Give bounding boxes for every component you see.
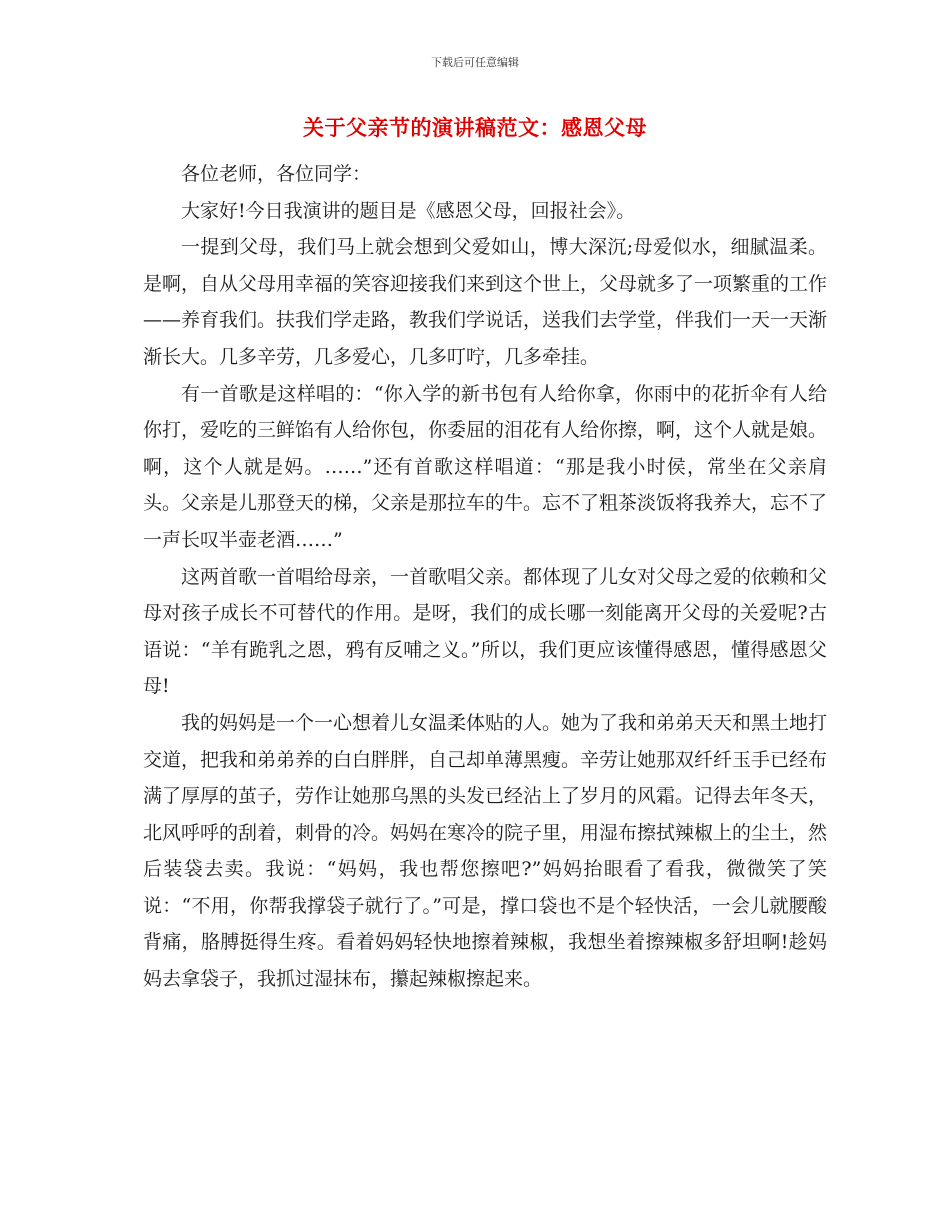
paragraph: 这两首歌一首唱给母亲，一首歌唱父亲。都体现了儿女对父母之爱的依赖和父母对孩子成长不可替代的作用。是呀，我们的成长哪一刻能离开父母的关爱呢?古语说：“羊有跪乳之恩，鸦有反哺之义。”所以，我们更应该懂得感恩，懂得感恩父母!	[143, 565, 828, 698]
document-title: 关于父亲节的演讲稿范文：感恩父母	[303, 116, 647, 140]
paragraph: 一提到父母，我们马上就会想到父爱如山，博大深沉;母爱似水，细腻温柔。是啊，自从父母用幸福的笑容迎接我们来到这个世上，父母就多了一项繁重的工作——养育我们。扶我们学走路，教我们学说话，送我们去学堂，伴我们一天一天渐渐长大。几多辛劳，几多爱心，几多叮咛，几多牵挂。	[143, 236, 828, 368]
paragraph-greeting: 各位老师，各位同学：	[181, 163, 372, 185]
paragraph: 有一首歌是这样唱的：“你入学的新书包有人给你拿，你雨中的花折伞有人给你打，爱吃的三鲜馅有人给你包，你委屈的泪花有人给你擦，啊，这个人就是娘。啊，这个人就是妈。……”还有首歌这样唱道：“那是我小时侯，常坐在父亲肩头。父亲是儿那登天的梯，父亲是那拉车的牛。忘不了粗茶淡饭将我养大，忘不了一声长叹半壶老酒……”	[143, 382, 828, 551]
header-note: 下载后可任意编辑	[431, 56, 519, 69]
document-body	[143, 156, 827, 998]
paragraph-intro: 大家好!今日我演讲的题目是《感恩父母，回报社会》。	[181, 199, 636, 222]
paragraph: 我的妈妈是一个一心想着儿女温柔体贴的人。她为了我和弟弟天天和黑土地打交道，把我和弟弟养的白白胖胖，自己却单薄黑瘦。辛劳让她那双纤纤玉手已经布满了厚厚的茧子，劳作让她那乌黑的头发已经沾上了岁月的风霜。记得去年冬天，北风呼呼的刮着，刺骨的冷。妈妈在寒冷的院子里，用湿布擦拭辣椒上的尘土，然后装袋去卖。我说：“妈妈，我也帮您擦吧?”妈妈抬眼看了看我，微微笑了笑说：“不用，你帮我撑袋子就行了。”可是，撑口袋也不是个轻快活，一会儿就腰酸背痛，胳膊挺得生疼。看着妈妈轻快地擦着辣椒，我想坐着擦辣椒多舒坦啊!趁妈妈去拿袋子，我抓过湿抹布，攥起辣椒擦起来。	[143, 711, 828, 991]
